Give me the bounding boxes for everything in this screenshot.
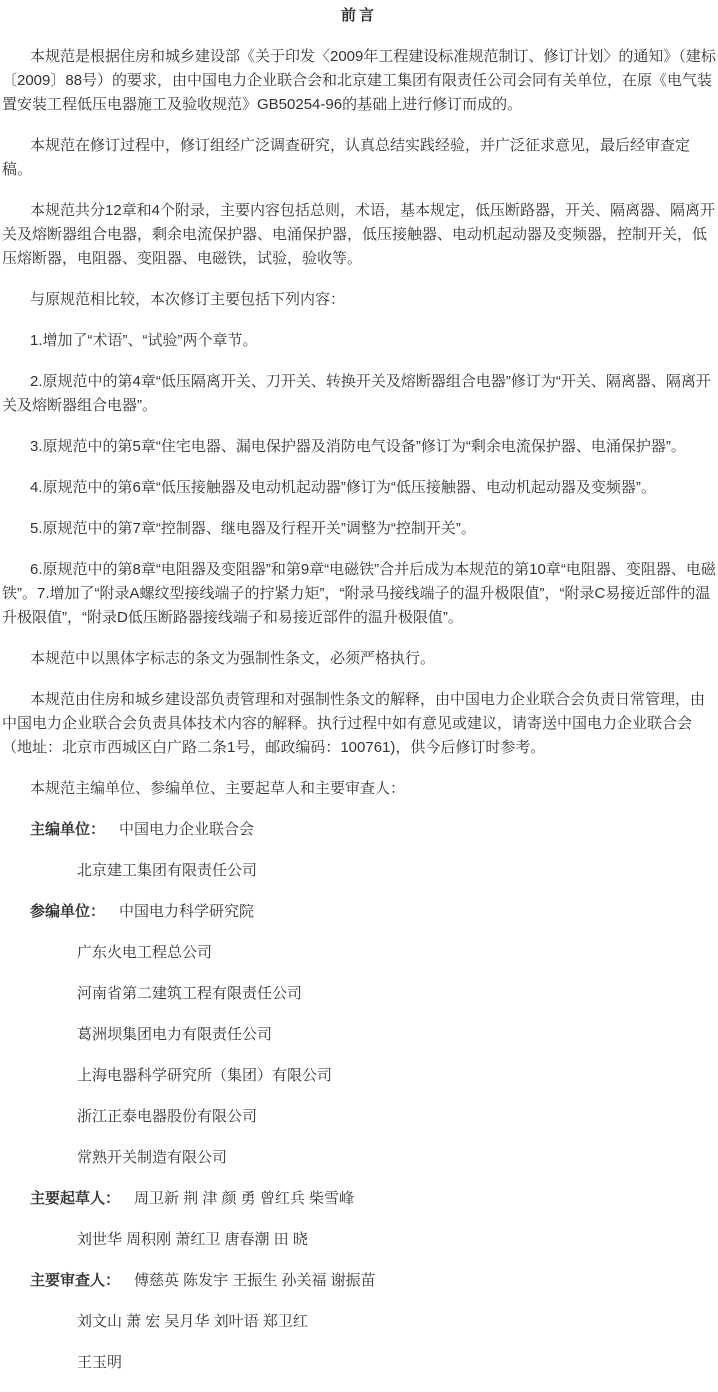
credit-value: 周卫新 荆 津 颜 勇 曾红兵 柴雪峰 bbox=[134, 1190, 355, 1207]
paragraph-change-2: 2.原规范中的第4章“低压隔离开关、刀开关、转换开关及熔断器组合电器”修订为“开关、隔离器、隔离开关及熔断器组合电器”。 bbox=[2, 373, 711, 414]
paragraph-mandatory-clauses: 本规范中以黑体字标志的条文为强制性条文，必须严格执行。 bbox=[30, 650, 436, 667]
paragraph-change-1: 1.增加了“术语”、“试验”两个章节。 bbox=[30, 332, 258, 349]
credit-org-item: 河南省第二建筑工程有限责任公司 bbox=[77, 985, 303, 1002]
paragraph-change-4: 4.原规范中的第6章“低压接触器及电动机起动器”修订为“低压接触器、电动机起动器及变频器”。 bbox=[30, 479, 656, 496]
credit-org-item: 葛洲坝集团电力有限责任公司 bbox=[77, 1026, 273, 1043]
credit-main-drafters bbox=[2, 1187, 716, 1211]
paragraph-credits-intro: 本规范主编单位、参编单位、主要起草人和主要审查人： bbox=[30, 780, 406, 797]
page-title: 前言 bbox=[340, 7, 377, 24]
paragraph-revision-process: 本规范在修订过程中，修订组经广泛调查研究，认真总结实践经验，并广泛征求意见，最后经审查定稿。 bbox=[2, 137, 691, 178]
credit-label: 主要审查人： bbox=[30, 1272, 121, 1289]
document-page bbox=[0, 4, 718, 1375]
credit-value: 傅慈英 陈发宇 王振生 孙关福 谢振苗 bbox=[134, 1272, 376, 1289]
credit-label: 参编单位： bbox=[30, 903, 106, 920]
credit-value: 中国电力科学研究院 bbox=[119, 903, 255, 920]
credit-main-reviewers bbox=[2, 1269, 716, 1293]
paragraph-contents-overview: 本规范共分12章和4个附录，主要内容包括总则，术语，基本规定，低压断路器，开关、隔离器、隔离开关及熔断器组合电器，剩余电流保护器、电涌保护器，低压接触器、电动机起动器及变频器，控制开关，低压熔断器，电阻器、变阻器、电磁铁，试验，验收等。 bbox=[2, 202, 716, 267]
credit-org-item: 上海电器科学研究所（集团）有限公司 bbox=[77, 1067, 333, 1084]
credit-names-item: 刘世华 周积刚 萧红卫 唐春潮 田 晓 bbox=[77, 1231, 308, 1248]
credit-org-item: 北京建工集团有限责任公司 bbox=[77, 862, 258, 879]
paragraph-change-3: 3.原规范中的第5章“住宅电器、漏电保护器及消防电气设备”修订为“剩余电流保护器、电涌保护器”。 bbox=[30, 438, 686, 455]
paragraph-change-6-7: 6.原规范中的第8章“电阻器及变阻器”和第9章“电磁铁”合并后成为本规范的第10章“电阻器、变阻器、电磁铁”。7.增加了“附录A螺纹型接线端子的拧紧力矩”，“附录马接线端子的温升极限值”，“附录C易接近部件的温升极限值”，“附录D低压断路器接线端子和易接近部件的温升极限值”。 bbox=[2, 561, 716, 626]
credit-org-item: 浙江正泰电器股份有限公司 bbox=[77, 1108, 258, 1125]
paragraph-change-5: 5.原规范中的第7章“控制器、继电器及行程开关”调整为“控制开关”。 bbox=[30, 520, 476, 537]
credit-chief-editor-org bbox=[2, 818, 716, 842]
credit-label: 主编单位： bbox=[30, 821, 106, 838]
credit-names-item: 王玉明 bbox=[77, 1354, 123, 1371]
credit-names-item: 刘文山 萧 宏 吴月华 刘叶语 郑卫红 bbox=[77, 1313, 308, 1330]
paragraph-intro: 本规范是根据住房和城乡建设部《关于印发〈2009年工程建设标准规范制订、修订计划〉的通知》（建标〔2009〕88号）的要求，由中国电力企业联合会和北京建工集团有限责任公司会同有关单位，在原《电气装置安装工程低压电器施工及验收规范》GB50254-96的基础上进行修订而成的。 bbox=[2, 48, 716, 113]
credit-org-item: 广东火电工程总公司 bbox=[77, 944, 213, 961]
credit-value: 中国电力企业联合会 bbox=[119, 821, 255, 838]
credit-participating-org bbox=[2, 900, 716, 924]
paragraph-changes-intro: 与原规范相比较，本次修订主要包括下列内容： bbox=[30, 291, 346, 308]
credit-org-item: 常熟开关制造有限公司 bbox=[77, 1149, 228, 1166]
credit-label: 主要起草人： bbox=[30, 1190, 121, 1207]
paragraph-management-contact: 本规范由住房和城乡建设部负责管理和对强制性条文的解释，由中国电力企业联合会负责日常管理，由中国电力企业联合会负责具体技术内容的解释。执行过程中如有意见或建议，请寄送中国电力企业联合会（地址：北京市西城区白广路二条1号，邮政编码：100761)，供今后修订时参考。 bbox=[2, 691, 706, 756]
